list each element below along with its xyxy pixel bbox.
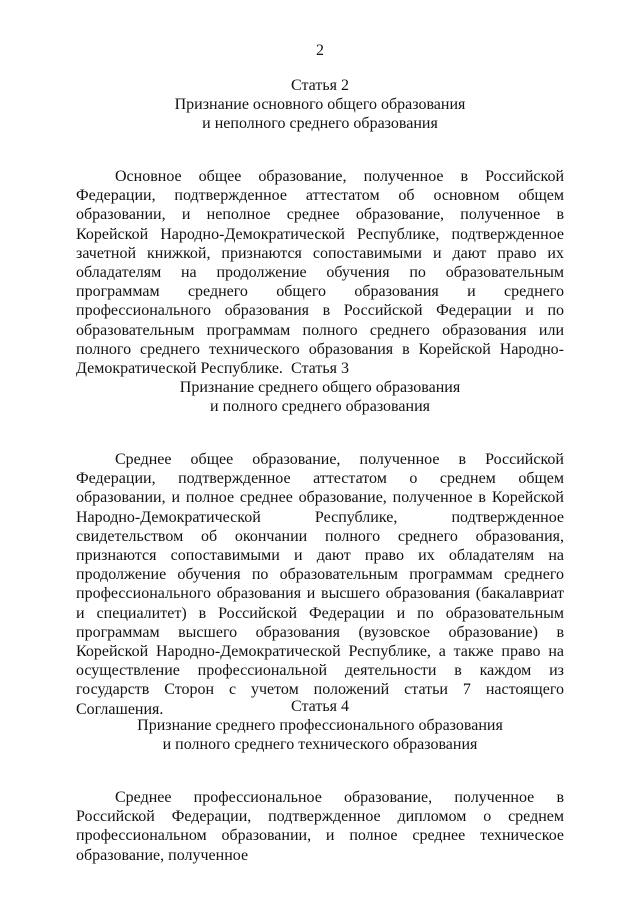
article-body: Среднее профессиональное образование, полученное в Российской Федерации, подтвержденное дипломом о среднем профессиональном образовании, и полное среднее техническое образование, полученное — [76, 789, 564, 864]
article-3 — [76, 359, 564, 719]
article-2 — [76, 76, 564, 378]
article-heading-line-1: Признание среднего профессионального образования — [137, 717, 503, 734]
page-number: 2 — [316, 42, 324, 59]
article-4 — [76, 697, 564, 865]
article-title: Статья 3 — [291, 360, 349, 377]
article-heading-line-2: и неполного среднего образования — [202, 115, 438, 132]
article-heading-line-2: и полного среднего образования — [210, 398, 430, 415]
article-title: Статья 2 — [291, 77, 349, 94]
article-heading-line-1: Признание основного общего образования — [174, 96, 466, 113]
article-body: Среднее общее образование, полученное в Российской Федерации, подтвержденное аттестатом о среднем общем образовании, и полное среднее образование, полученное в Корейской Народно-Демократической Республике, подтвержденное свидетельством об окончании полного среднего образования, признаются сопоставимыми и дают право их обладателям на продолжение обучения по образовательным программам среднего профессионального образования и высшего образования (бакалавриат и специалитет) в Российской Федерации и по образовательным программам высшего образования (вузовское образование) в Корейской Народно-Демократической Республике, а также право на осуществление профессиональной деятельности в каждом из государств Сторон с учетом положений статьи 7 настоящего Соглашения. — [76, 451, 564, 718]
article-body: Основное общее образование, полученное в Российской Федерации, подтвержденное аттестатом об основном общем образовании, и неполное среднее образование, полученное в Корейской Народно-Демократической Республике, подтвержденное зачетной книжкой, признаются сопоставимыми и дают право их обладателям на продолжение обучения по образовательным программам среднего общего образования и среднего профессионального образования в Российской Федерации и по образовательным программам полного среднего образования или полного среднего технического образования в Корейской Народно-Демократической Республике. — [76, 168, 564, 378]
article-title: Статья 4 — [291, 698, 349, 715]
article-heading-line-2: и полного среднего технического образования — [162, 736, 478, 753]
article-heading-line-1: Признание среднего общего образования — [179, 379, 461, 396]
